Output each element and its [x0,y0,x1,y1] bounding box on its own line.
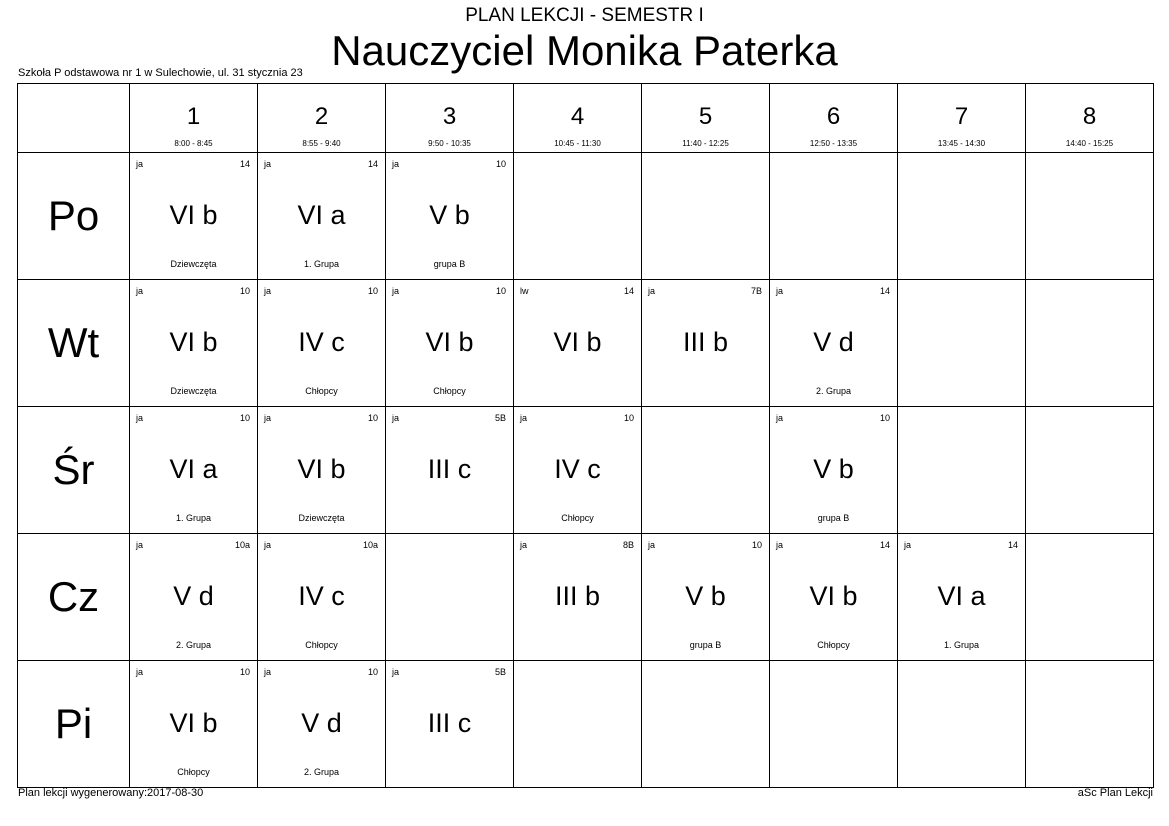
lesson-card[interactable] [770,534,897,659]
period-number: 2 [314,103,329,130]
group-name: Dziewczęta [298,513,345,523]
group-name: Dziewczęta [170,386,217,396]
room-number: 5B [494,667,506,677]
room-number: 10 [495,159,506,169]
room-number: 10 [751,540,762,550]
lesson-cell[interactable] [642,534,770,661]
group-name: Chłopcy [433,386,466,396]
day-row [18,280,1154,407]
class-name: VI b [553,327,602,357]
period-header-row [18,84,1154,153]
class-name: VI b [425,327,474,357]
day-label-cell [18,153,130,280]
room-number: 8B [622,540,634,550]
lesson-cell[interactable] [258,407,386,534]
class-name: V d [301,708,342,738]
class-name: VI a [297,200,346,230]
period-number: 3 [442,103,457,130]
document-subtitle: PLAN LEKCJI - SEMESTR I [465,5,704,26]
empty-cell [1026,280,1154,407]
empty-cell [514,661,642,788]
class-name: IV c [554,454,601,484]
lesson-cell[interactable] [386,661,514,788]
period-time: 10:45 - 11:30 [554,139,601,148]
timetable-body [18,153,1154,788]
room-number: 5B [494,413,506,423]
lesson-cell[interactable] [514,407,642,534]
room-number: 14 [879,286,890,296]
subject-code: ja [776,286,784,296]
generated-date: Plan lekcji wygenerowany:2017-08-30 [18,787,204,799]
group-name: 2. Grupa [815,386,852,396]
lesson-cell[interactable] [258,661,386,788]
empty-cell [1026,407,1154,534]
period-number: 7 [954,103,969,130]
subject-code: ja [776,540,784,550]
lesson-card[interactable] [514,534,641,659]
lesson-cell[interactable] [130,534,258,661]
period-header-8 [1026,84,1154,153]
lesson-card[interactable] [258,153,385,278]
room-number: 10 [367,286,378,296]
lesson-card[interactable] [514,407,641,532]
lesson-card[interactable] [386,280,513,405]
lesson-cell[interactable] [514,534,642,661]
day-row [18,534,1154,661]
class-name: VI b [169,327,218,357]
empty-cell [770,153,898,280]
lesson-card[interactable] [258,407,385,532]
room-number: 10 [239,286,250,296]
lesson-card[interactable] [642,534,769,659]
empty-cell [386,534,514,661]
day-name: Wt [47,319,100,366]
group-name: 2. Grupa [303,767,340,777]
day-row [18,407,1154,534]
class-name: III b [682,327,729,357]
group-name: 1. Grupa [303,259,340,269]
period-time: 12:50 - 13:35 [809,139,858,148]
subject-code: ja [648,286,656,296]
lesson-cell[interactable] [770,280,898,407]
subject-code: ja [392,286,400,296]
group-name: Chłopcy [561,513,594,523]
period-header-2 [258,84,386,153]
period-time: 13:45 - 14:30 [937,139,986,148]
period-header-6 [770,84,898,153]
group-name: Chłopcy [177,767,210,777]
class-name: V b [685,581,726,611]
period-number: 6 [826,103,841,130]
room-number: 14 [1007,540,1018,550]
room-number: 10 [495,286,506,296]
lesson-card[interactable] [514,280,641,405]
lesson-cell[interactable] [514,280,642,407]
corner-cell [18,84,130,153]
period-number: 5 [698,103,713,130]
period-time: 11:40 - 12:25 [682,139,729,148]
lesson-cell[interactable] [130,407,258,534]
lesson-card[interactable] [258,534,385,659]
day-row [18,661,1154,788]
group-name: 1. Grupa [943,640,980,650]
period-number: 4 [570,103,585,130]
school-name: Szkoła P odstawowa nr 1 w Sulechowie, ul. 31 stycznia 23 [18,67,303,79]
room-number: 14 [239,159,250,169]
group-name: Chłopcy [305,386,338,396]
subject-code: ja [136,667,144,677]
class-name: VI b [169,200,218,230]
period-time: 14:40 - 15:25 [1065,139,1114,148]
class-name: III b [554,581,601,611]
room-number: 10 [367,413,378,423]
group-name: 1. Grupa [175,513,212,523]
day-row [18,153,1154,280]
empty-cell [1026,153,1154,280]
period-time: 8:00 - 8:45 [174,139,213,148]
day-name: Po [47,192,100,239]
group-name: Dziewczęta [170,259,217,269]
class-name: VI a [937,581,986,611]
lesson-cell[interactable] [770,534,898,661]
lesson-card[interactable] [642,280,769,405]
class-name: VI b [809,581,858,611]
group-name: Chłopcy [305,640,338,650]
subject-code: ja [264,413,272,423]
lesson-card[interactable] [386,661,513,786]
class-name: VI a [169,454,218,484]
subject-code: ja [264,540,272,550]
timetable-grid [17,83,1154,788]
lesson-card[interactable] [386,407,513,532]
empty-cell [898,661,1026,788]
group-name: Chłopcy [817,640,850,650]
room-number: 10 [879,413,890,423]
lesson-card[interactable] [130,661,257,786]
subject-code: ja [264,159,272,169]
empty-cell [642,407,770,534]
room-number: 10a [362,540,378,550]
lesson-card[interactable] [130,280,257,405]
lesson-cell[interactable] [130,153,258,280]
class-name: V d [173,581,214,611]
subject-code: ja [136,159,144,169]
subject-code: ja [136,286,144,296]
subject-code: ja [264,667,272,677]
room-number: 10 [367,667,378,677]
room-number: 10 [623,413,634,423]
lesson-cell[interactable] [770,407,898,534]
group-name: grupa B [817,513,850,523]
lesson-cell[interactable] [258,153,386,280]
day-name: Pi [54,700,93,747]
empty-cell [1026,534,1154,661]
lesson-cell[interactable] [386,280,514,407]
lesson-card[interactable] [130,407,257,532]
period-header-7 [898,84,1026,153]
lesson-card[interactable] [770,280,897,405]
day-label-cell [18,534,130,661]
day-name: Cz [47,573,100,620]
period-header-5 [642,84,770,153]
empty-cell [514,153,642,280]
period-time: 8:55 - 9:40 [302,139,341,148]
lesson-cell[interactable] [130,280,258,407]
class-name: IV c [298,581,345,611]
period-header-1 [130,84,258,153]
class-name: V b [813,454,854,484]
software-credit: aSc Plan Lekcji [1077,787,1153,799]
lesson-card[interactable] [770,407,897,532]
room-number: 10 [239,667,250,677]
lesson-cell[interactable] [386,407,514,534]
subject-code: ja [392,159,400,169]
period-header-3 [386,84,514,153]
lesson-card[interactable] [386,153,513,278]
empty-cell [898,153,1026,280]
lesson-cell[interactable] [130,661,258,788]
empty-cell [1026,661,1154,788]
room-number: 7B [750,286,762,296]
lesson-cell[interactable] [642,280,770,407]
room-number: 10a [234,540,250,550]
subject-code: ja [776,413,784,423]
period-header-4 [514,84,642,153]
room-number: 14 [367,159,378,169]
subject-code: ja [520,413,528,423]
day-label-cell [18,661,130,788]
day-label-cell [18,407,130,534]
day-name: Śr [52,446,95,493]
document-title: Nauczyciel Monika Paterka [331,27,838,74]
subject-code: ja [904,540,912,550]
empty-cell [898,280,1026,407]
class-name: IV c [298,327,345,357]
period-number: 1 [186,103,201,130]
room-number: 10 [239,413,250,423]
subject-code: ja [136,413,144,423]
lesson-card[interactable] [130,534,257,659]
day-label-cell [18,280,130,407]
class-name: VI b [169,708,218,738]
period-time: 9:50 - 10:35 [428,139,471,148]
lesson-card[interactable] [258,280,385,405]
room-number: 14 [623,286,634,296]
lesson-card[interactable] [130,153,257,278]
empty-cell [898,407,1026,534]
lesson-cell[interactable] [386,153,514,280]
subject-code: ja [392,667,400,677]
subject-code: lw [520,286,529,296]
group-name: 2. Grupa [175,640,212,650]
lesson-cell[interactable] [898,534,1026,661]
group-name: grupa B [433,259,466,269]
lesson-card[interactable] [898,534,1025,659]
class-name: V b [429,200,470,230]
class-name: V d [813,327,854,357]
subject-code: ja [648,540,656,550]
subject-code: ja [136,540,144,550]
class-name: III c [427,454,472,484]
lesson-cell[interactable] [258,280,386,407]
class-name: VI b [297,454,346,484]
lesson-card[interactable] [258,661,385,786]
empty-cell [642,661,770,788]
empty-cell [770,661,898,788]
subject-code: ja [520,540,528,550]
group-name: grupa B [689,640,722,650]
lesson-cell[interactable] [258,534,386,661]
subject-code: ja [264,286,272,296]
room-number: 14 [879,540,890,550]
period-number: 8 [1082,103,1097,130]
subject-code: ja [392,413,400,423]
class-name: III c [427,708,472,738]
empty-cell [642,153,770,280]
